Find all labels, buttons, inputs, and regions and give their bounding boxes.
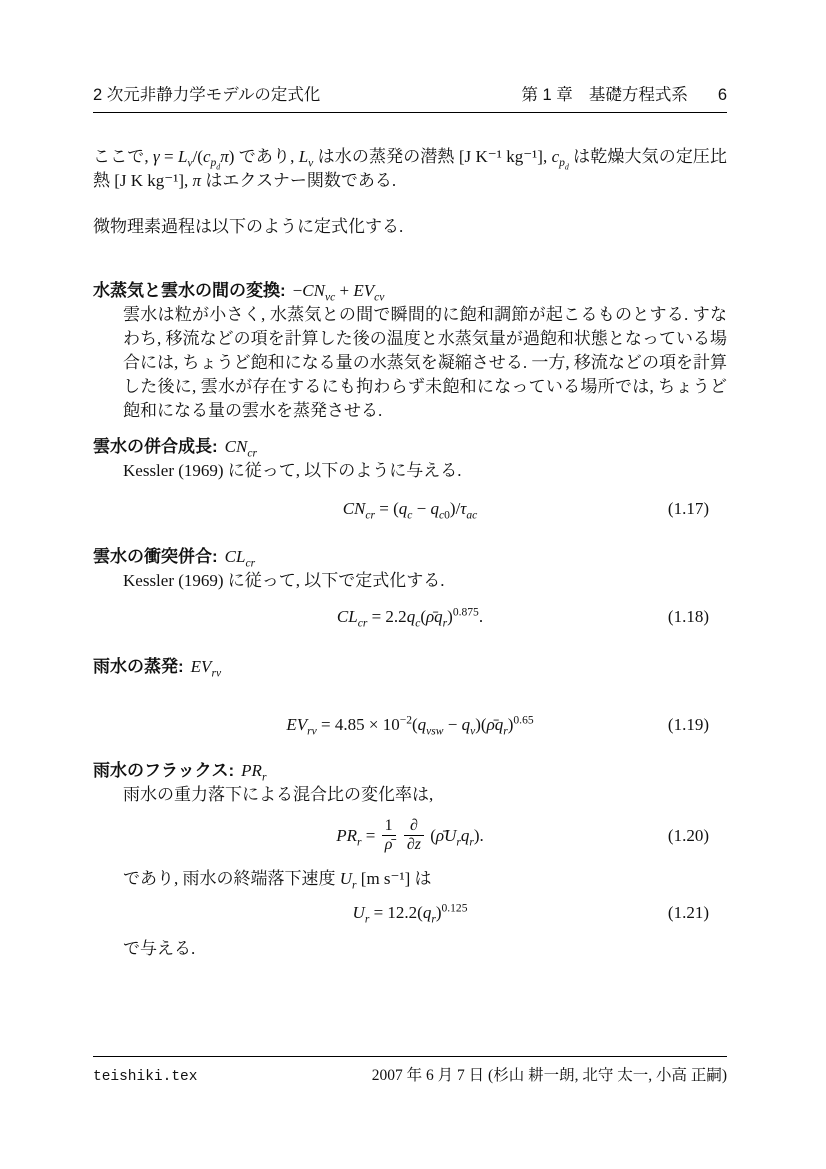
section-heading-math: $CL_{cr}$ <box>224 547 256 570</box>
section-cloud-autoconversion <box>93 435 727 521</box>
equation-math: $CN_{cr} = (q_c - q_{c0})/\tau_{ac}$ <box>342 499 478 522</box>
section-body: Kessler (1969) に従って, 以下で定式化する. <box>123 571 445 590</box>
footer-date-authors: 2007 年 6 月 7 日 (杉山 耕一朗, 北守 太一, 小高 正嗣) <box>371 1067 727 1084</box>
section-body: Kessler (1969) に従って, 以下のように与える. <box>123 461 462 480</box>
equation-number: (1.18) <box>667 607 709 626</box>
page-footer <box>93 1056 727 1088</box>
intro-paragraph-1: ここで, $\gamma = L_v/(c_{p_d}\pi)$ であり, $L_v$ は水の蒸発の潜熱 [J K⁻¹ kg⁻¹], $c_{p_d}$ は乾燥大気の定圧比熱 [J K kg⁻¹], π はエクスナー関数である. <box>93 147 728 190</box>
equation-math: $PR_r$ = $\frac{1}{\rhō}$ $\frac{\partial}{\partial z}$ $(\rhōU_rq_r)$. <box>336 817 484 854</box>
header-page-number: 6 <box>717 86 727 104</box>
section-heading-math: $EV_{rv}$ <box>190 657 222 680</box>
equation-1-19 <box>93 713 727 737</box>
section-body-3: で与える. <box>123 938 196 958</box>
section-rain-evaporation <box>93 655 727 737</box>
equation-1-17 <box>93 497 727 521</box>
section-heading-math: $PR_r$ <box>241 761 267 784</box>
section-heading-math: $-CN_{vc} + EV_{cv}$ <box>292 281 385 304</box>
equation-1-20 <box>93 817 727 855</box>
header-left-title: 2 次元非静力学モデルの定式化 <box>93 86 321 104</box>
equation-math: $EV_{rv} = 4.85 \times 10^{-2}(q_{vsw}$ − $q_v)(\rhōq_r)^{0.65}$ <box>286 713 534 738</box>
footer-filename: teishiki.tex <box>93 1069 198 1085</box>
equation-number: (1.17) <box>667 499 709 518</box>
section-vapor-cloud-conversion <box>93 279 727 423</box>
section-heading-label: 雨水の蒸発: <box>93 657 184 676</box>
equation-number: (1.20) <box>667 825 709 845</box>
header-right <box>521 84 727 106</box>
section-heading <box>93 545 727 569</box>
section-heading <box>93 655 727 679</box>
header-rule <box>93 112 727 113</box>
section-heading-label: 雲水の衝突併合: <box>93 547 218 566</box>
footer-row <box>93 1065 727 1088</box>
header-chapter-title: 基礎方程式系 <box>588 86 688 104</box>
equation-number: (1.19) <box>667 715 709 734</box>
intro-paragraph-2: 微物理素過程は以下のように定式化する. <box>93 217 404 236</box>
section-heading-label: 水蒸気と雲水の間の変換: <box>93 281 286 300</box>
section-body: 雲水は粒が小さく, 水蒸気との間で瞬間的に飽和調節が起こるものとする. すなわち, 移流などの項を計算した後の温度と水蒸気量が過飽和状態となっている場合には, ちょうど飽和になる量の水蒸気を凝縮させる. 一方, 移流などの項を計算した後に, 雲水が存在するにも拘わらず未飽和になっている場所では, ちょうど飽和になる量の雲水を蒸発させる. <box>123 305 727 420</box>
section-heading-math: $CN_{cr}$ <box>224 437 257 460</box>
section-cloud-collection <box>93 545 727 629</box>
equation-math: $CL_{cr}$ = $2.2q_c(\rhōq_r)^{0.875}$. <box>336 605 484 630</box>
header-chapter: 第 1 章 <box>521 86 573 104</box>
section-heading <box>93 759 727 783</box>
section-heading-label: 雲水の併合成長: <box>93 437 218 456</box>
section-heading <box>93 435 727 459</box>
page-header <box>93 84 727 106</box>
section-body-2: であり, 雨水の終端落下速度 $U_r$ [m s⁻¹] は <box>123 868 432 892</box>
footer-rule <box>93 1056 727 1057</box>
section-heading <box>93 279 727 303</box>
equation-1-21 <box>93 901 727 925</box>
equation-math: $U_r = 12.2(q_r)^{0.125}$ <box>352 901 468 926</box>
section-body: 雨水の重力落下による混合比の変化率は, <box>123 785 434 804</box>
equation-1-18 <box>93 605 727 629</box>
section-heading-label: 雨水のフラックス: <box>93 761 235 780</box>
section-rain-flux <box>93 759 727 961</box>
equation-number: (1.21) <box>667 902 709 922</box>
